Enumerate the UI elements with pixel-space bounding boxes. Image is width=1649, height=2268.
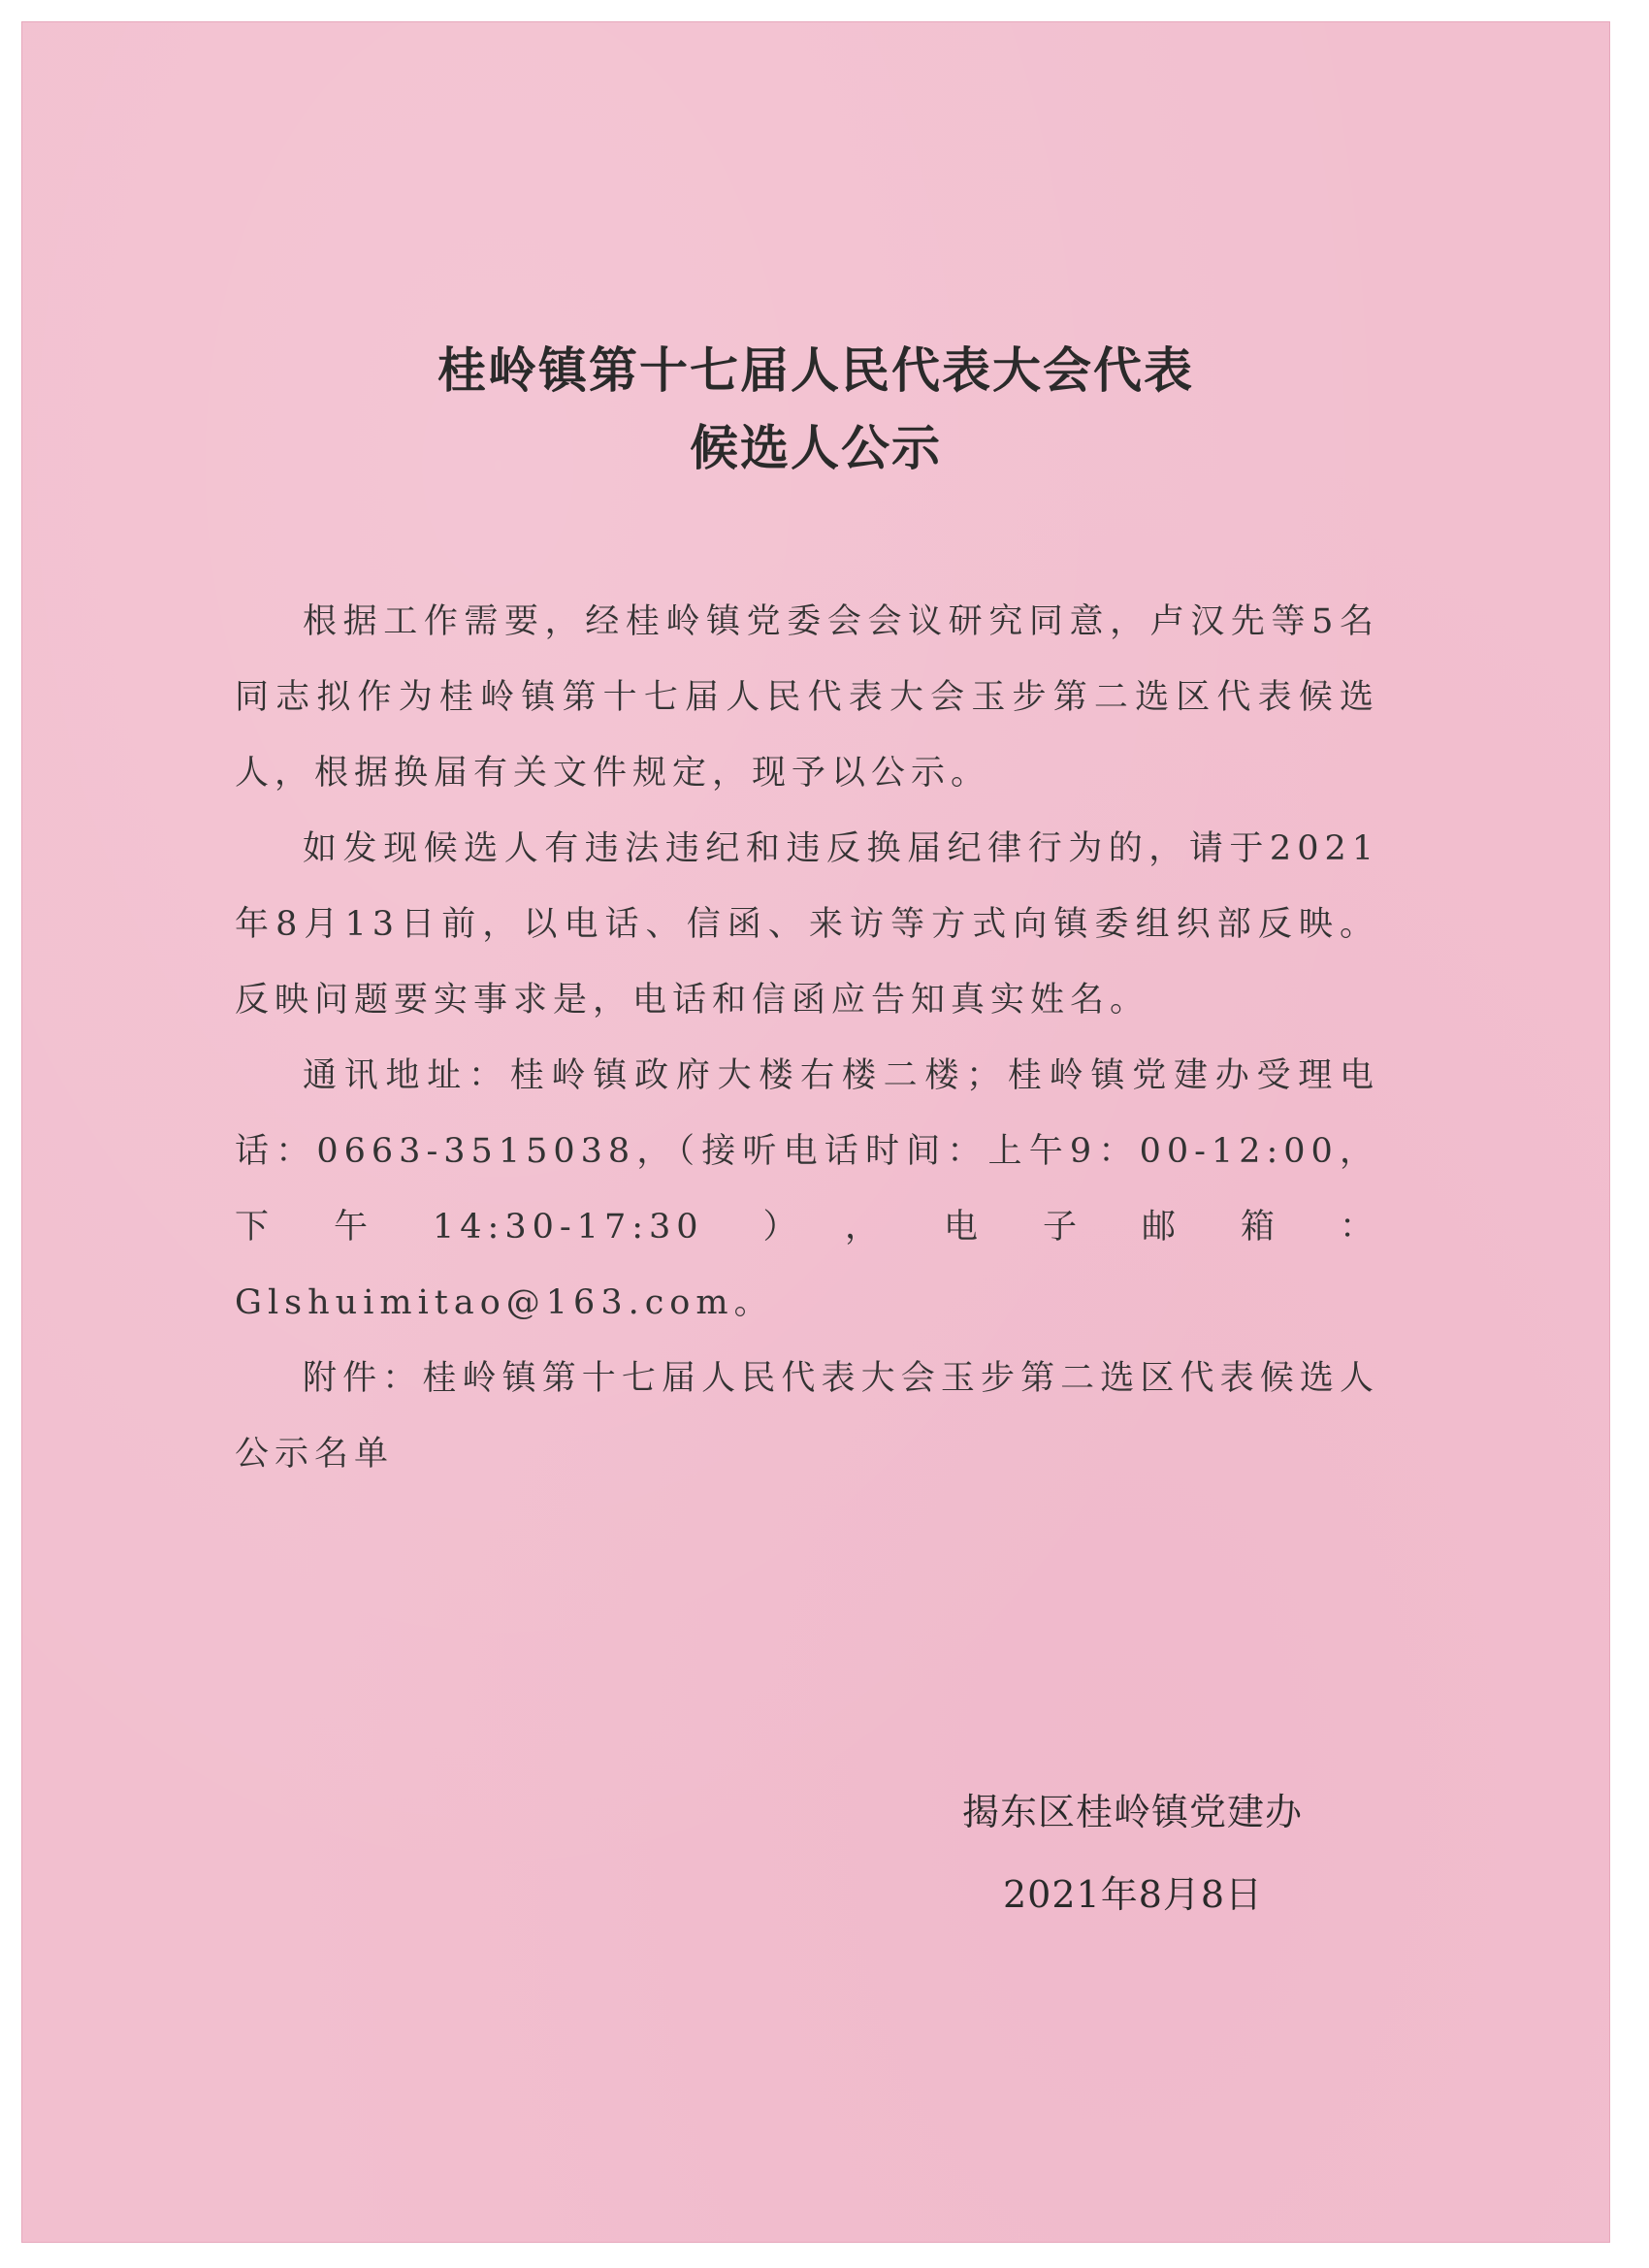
document-body <box>235 584 1379 1492</box>
document-title-line-1: 桂岭镇第十七届人民代表大会代表 <box>437 342 1194 399</box>
paragraph-contact-info: 通讯地址：桂岭镇政府大楼右楼二楼；桂岭镇党建办受理电话：0663-3515038，（接听电话时间：上午9：00-12:00，下午14:30-17:30），电子邮箱：Glshuimitao@163.com。 <box>235 1056 1379 1322</box>
document-title-line-2: 候选人公示 <box>690 420 942 476</box>
paragraph-report-instructions: 如发现候选人有违法违纪和违反换届纪律行为的，请于2021年8月13日前，以电话、信函、来访等方式向镇委组织部反映。反映问题要实事求是，电话和信函应告知真实姓名。 <box>235 829 1379 1020</box>
signature-date: 2021年8月8日 <box>1003 1873 1264 1916</box>
signature-organization: 揭东区桂岭镇党建办 <box>962 1791 1304 1833</box>
paragraph-attachment: 附件：桂岭镇第十七届人民代表大会玉步第二选区代表候选人公示名单 <box>235 1359 1379 1474</box>
paragraph-nomination: 根据工作需要，经桂岭镇党委会会议研究同意，卢汉先等5名同志拟作为桂岭镇第十七届人民代表大会玉步第二选区代表候选人，根据换届有关文件规定，现予以公示。 <box>235 602 1379 793</box>
document-page <box>21 21 1610 2243</box>
